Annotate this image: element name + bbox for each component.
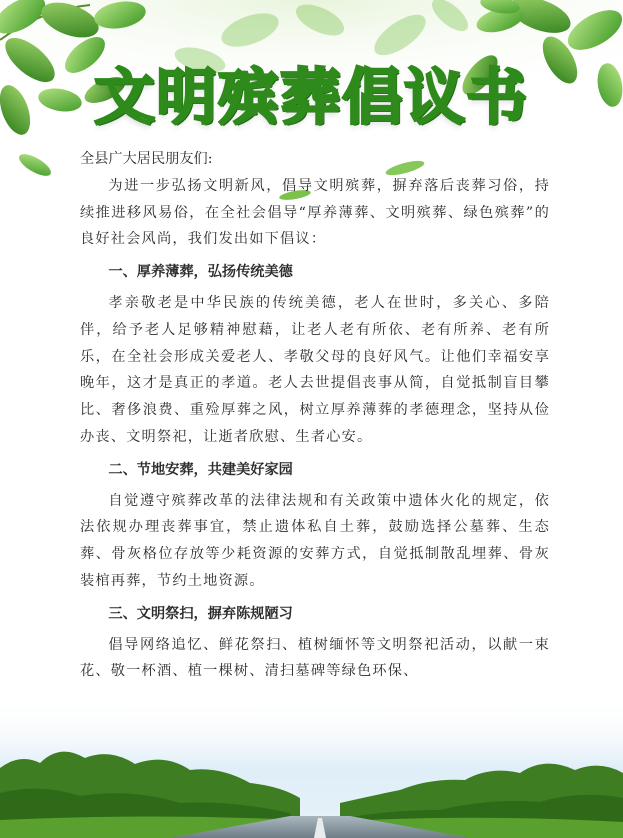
section-paragraph-1: 孝亲敬老是中华民族的传统美德，老人在世时，多关心、多陪伴，给予老人足够精神慰藉，让老人老有所依、老有所养、老有所乐，在全社会形成关爱老人、孝敬父母的良好风气。让他们幸福安享晚年，这才是真正的孝道。老人去世提倡丧事从简，自觉抵制盲目攀比、奢侈浪费、重殓厚葬之风，树立厚养薄葬的孝德理念，坚持从俭办丧、文明祭祀，让逝者欣慰、生者心安。 [80,294,550,445]
section-paragraph-2: 自觉遵守殡葬改革的法律法规和有关政策中遗体火化的规定，依法依规办理丧葬事宜，禁止遗体私自土葬，鼓励选择公墓葬、生态葬、骨灰格位存放等少耗资源的安葬方式，自觉抵制散乱埋葬、骨灰装棺再葬，节约土地资源。 [80,492,550,589]
section-heading-2: 二、节地安葬，共建美好家园 [108,461,293,478]
landscape-decoration [0,698,623,838]
section-heading-1: 一、厚养薄葬，弘扬传统美德 [108,264,293,281]
section-heading-3: 三、文明祭扫，摒弃陈规陋习 [108,605,293,622]
greeting: 全县广大居民朋友们: [80,151,213,167]
letter-body [80,146,550,685]
page-title: 文明殡葬倡议书 [94,63,529,133]
section-paragraph-3: 倡导网络追忆、鲜花祭扫、植树缅怀等文明祭祀活动，以献一束花、敬一杯酒、植一棵树、清扫墓碑等绿色环保、 [80,636,550,680]
intro-paragraph: 为进一步弘扬文明新风，倡导文明殡葬，摒弃落后丧葬习俗，持续推进移风易俗，在全社会倡导“厚养薄葬、文明殡葬、绿色殡葬”的良好社会风尚，我们发出如下倡议： [80,177,550,248]
